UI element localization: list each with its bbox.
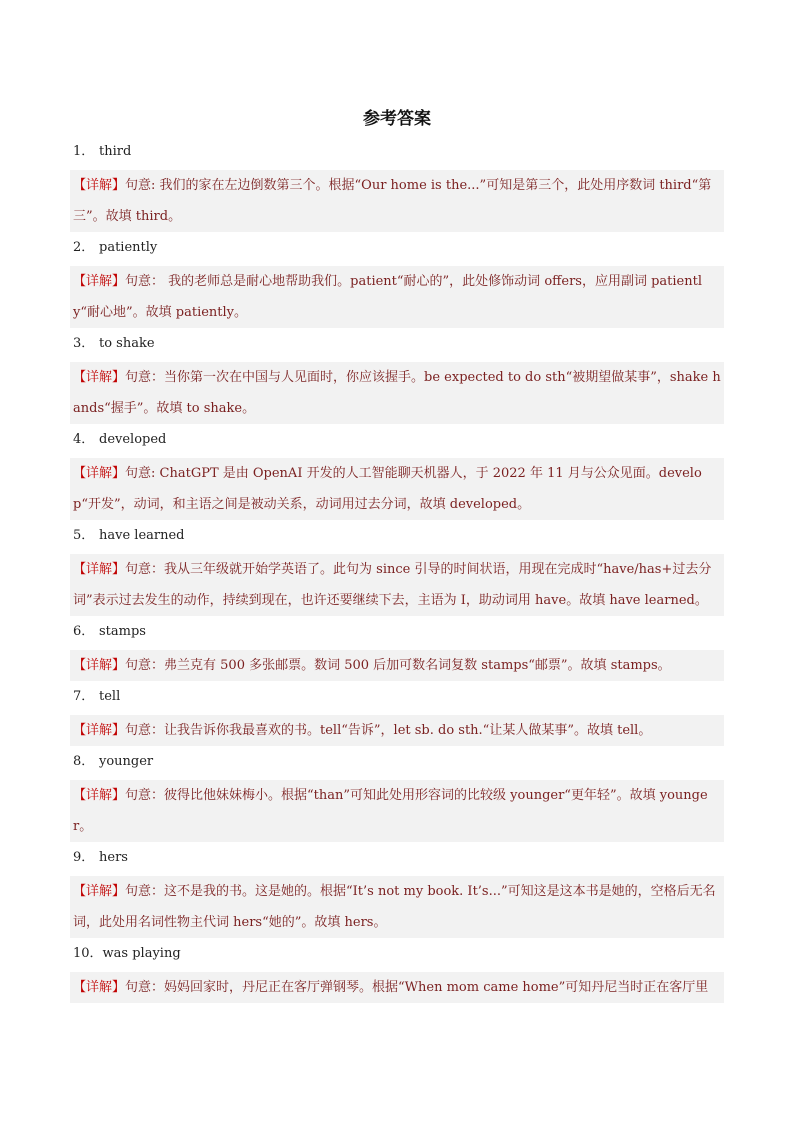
page-title: 参考答案 — [363, 109, 431, 129]
question-number: 4． — [73, 432, 95, 447]
explanation-text: 句意： 我的老师总是耐心地帮助我们。patient“耐心的”，此处修饰动词 offers，应用副词 patiently“耐心地”。故填 patiently。 — [73, 274, 702, 320]
explanation-block — [70, 650, 724, 681]
explanation-tag: 【详解】 — [73, 466, 126, 481]
explanation-text: 句意：这不是我的书。这是她的。根据“It’s not my book. It’s...”可知这是这本书是她的，空格后无名词，此处用名词性物主代词 hers“她的”。故填 hers。 — [73, 884, 716, 930]
question-number: 1． — [73, 144, 95, 159]
question-number: 6． — [73, 624, 95, 639]
answer-text: third — [99, 144, 132, 159]
answer-text: younger — [99, 754, 154, 769]
explanation-tag: 【详解】 — [73, 562, 126, 577]
answer-text: to shake — [99, 336, 155, 351]
question-number: 5． — [73, 528, 95, 543]
explanation-text: 句意: ChatGPT 是由 OpenAI 开发的人工智能聊天机器人，于 2022 年 11 月与公众见面。develop“开发”，动词，和主语之间是被动关系，动词用过去分词，故填 developed。 — [73, 466, 702, 512]
answer-line — [70, 686, 724, 707]
explanation-tag: 【详解】 — [73, 980, 126, 995]
explanation-block — [70, 362, 724, 424]
explanation-tag: 【详解】 — [73, 884, 126, 899]
explanation-block — [70, 972, 724, 1003]
explanation-block — [70, 170, 724, 232]
answer-list — [70, 141, 724, 1008]
explanation-block — [70, 780, 724, 842]
question-number: 10． — [73, 946, 103, 961]
explanation-block — [70, 266, 724, 328]
explanation-tag: 【详解】 — [73, 658, 126, 673]
question-number: 7． — [73, 689, 95, 704]
answer-text: stamps — [99, 624, 146, 639]
explanation-tag: 【详解】 — [73, 723, 126, 738]
explanation-block — [70, 876, 724, 938]
explanation-text: 句意：我从三年级就开始学英语了。此句为 since 引导的时间状语，用现在完成时“have/has+过去分词”表示过去发生的动作，持续到现在，也许还要继续下去，主语为 I，助动词用 have。故填 have learned。 — [73, 562, 712, 608]
explanation-block — [70, 715, 724, 746]
answer-line — [70, 429, 724, 450]
answer-line — [70, 333, 724, 354]
explanation-text: 句意：让我告诉你我最喜欢的书。tell“告诉”，let sb. do sth.“让某人做某事”。故填 tell。 — [125, 723, 652, 738]
answer-line — [70, 847, 724, 868]
answer-line — [70, 237, 724, 258]
answer-text: have learned — [99, 528, 185, 543]
answer-line — [70, 141, 724, 162]
explanation-text: 句意: 我们的家在左边倒数第三个。根据“Our home is the...”可知是第三个，此处用序数词 third“第三”。故填 third。 — [73, 178, 712, 224]
explanation-text: 句意：彼得比他妹妹梅小。根据“than”可知此处用形容词的比较级 younger“更年轻”。故填 younger。 — [73, 788, 708, 834]
explanation-text: 句意：当你第一次在中国与人见面时，你应该握手。be expected to do sth“被期望做某事”，shake hands“握手”。故填 to shake。 — [73, 370, 721, 416]
explanation-tag: 【详解】 — [73, 788, 126, 803]
question-number: 2． — [73, 240, 95, 255]
question-number: 9． — [73, 850, 95, 865]
answer-text: tell — [99, 689, 121, 704]
answer-line — [70, 943, 724, 964]
question-number: 8． — [73, 754, 95, 769]
explanation-text: 句意：妈妈回家时，丹尼正在客厅弹钢琴。根据“When mom came home”可知丹尼当时正在客厅里 — [125, 980, 709, 995]
explanation-tag: 【详解】 — [73, 178, 126, 193]
explanation-tag: 【详解】 — [73, 370, 126, 385]
answer-text: was playing — [102, 946, 181, 961]
answer-line — [70, 751, 724, 772]
answer-text: patiently — [99, 240, 158, 255]
explanation-text: 句意：弗兰克有 500 多张邮票。数词 500 后加可数名词复数 stamps“邮票”。故填 stamps。 — [125, 658, 671, 673]
answer-text: hers — [99, 850, 128, 865]
answer-line — [70, 621, 724, 642]
explanation-block — [70, 554, 724, 616]
answer-text: developed — [99, 432, 167, 447]
explanation-tag: 【详解】 — [73, 274, 126, 289]
answer-line — [70, 525, 724, 546]
explanation-block — [70, 458, 724, 520]
question-number: 3． — [73, 336, 95, 351]
